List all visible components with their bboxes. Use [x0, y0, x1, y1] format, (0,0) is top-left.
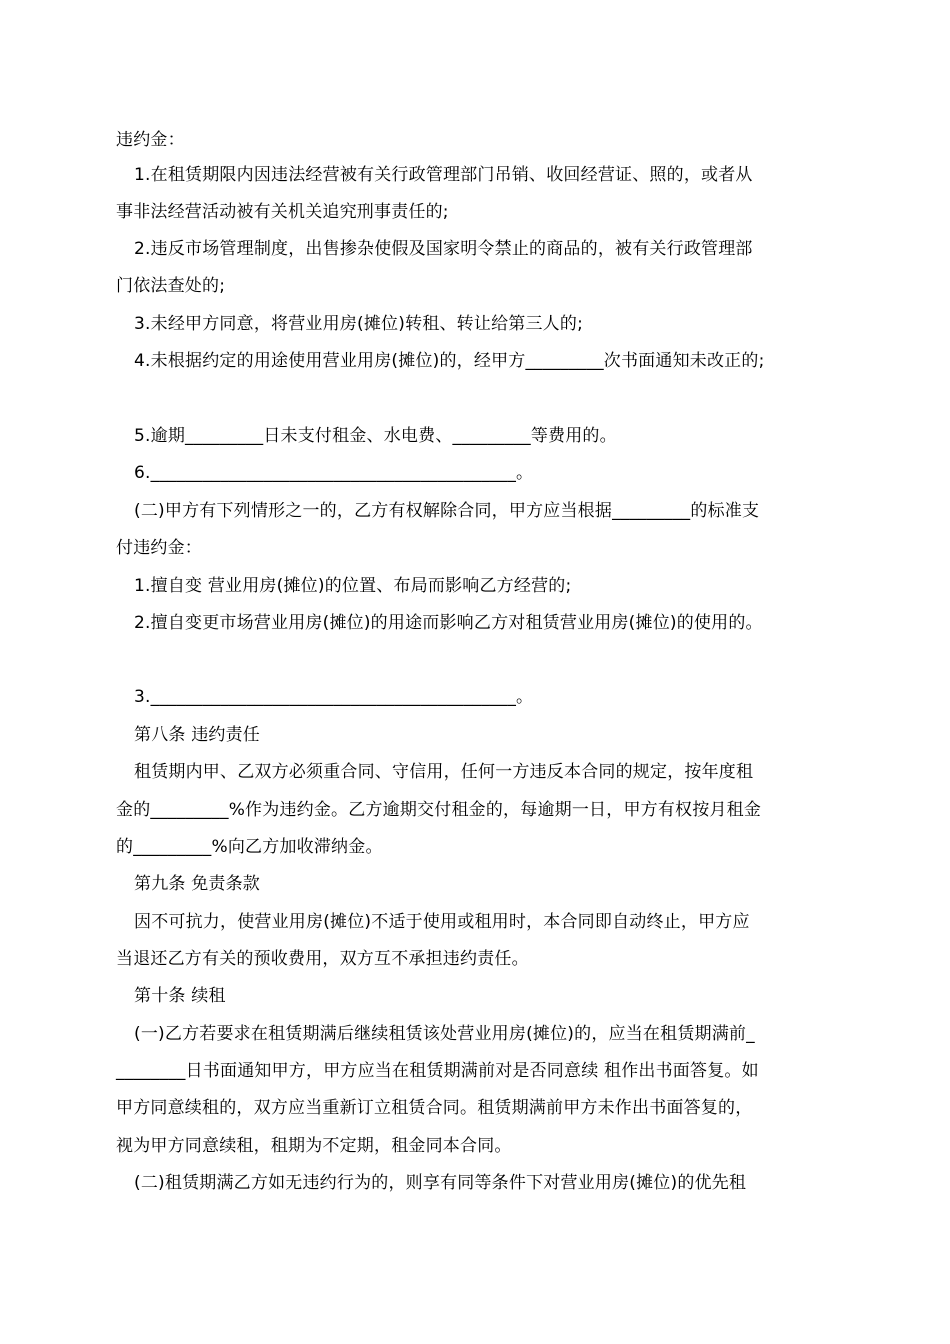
- text-line: 违约金：: [116, 130, 185, 150]
- text-line: 3.__________________________________________。: [134, 687, 534, 707]
- text-line: 1.擅自变 营业用房(摊位)的位置、布局而影响乙方经营的;: [134, 576, 572, 596]
- text-line: 视为甲方同意续租，租期为不定期，租金同本合同。: [116, 1136, 512, 1156]
- section-heading: 第九条 免责条款: [134, 874, 261, 894]
- text-line: 1.在租赁期限内因违法经营被有关行政管理部门吊销、收回经营证、照的，或者从: [134, 165, 753, 185]
- text-line: (二)甲方有下列情形之一的，乙方有权解除合同，甲方应当根据_________的标准支: [134, 501, 760, 521]
- text-line: 4.未根据约定的用途使用营业用房(摊位)的，经甲方_________次书面通知未改正的;: [134, 351, 765, 371]
- text-line: 付违约金：: [116, 538, 202, 558]
- text-line: ________日书面通知甲方，甲方应当在租赁期满前对是否同意续 租作出书面答复。如: [116, 1061, 759, 1081]
- text-line: 甲方同意续租的，双方应当重新订立租赁合同。租赁期满前甲方未作出书面答复的，: [116, 1098, 753, 1118]
- text-line: 当退还乙方有关的预收费用，双方互不承担违约责任。: [116, 949, 529, 969]
- text-line: 金的_________%作为违约金。乙方逾期交付租金的，每逾期一日，甲方有权按月租金: [116, 800, 762, 820]
- text-line: (一)乙方若要求在租赁期满后继续租赁该处营业用房(摊位)的，应当在租赁期满前_: [134, 1024, 755, 1044]
- text-line: 因不可抗力，使营业用房(摊位)不适于使用或租用时，本合同即自动终止，甲方应: [134, 912, 750, 932]
- text-line: 5.逾期_________日未支付租金、水电费、_________等费用的。: [134, 426, 617, 446]
- text-line: 2.擅自变更市场营业用房(摊位)的用途而影响乙方对租赁营业用房(摊位)的使用的。: [134, 613, 763, 633]
- text-line: 2.违反市场管理制度，出售掺杂使假及国家明令禁止的商品的，被有关行政管理部: [134, 239, 753, 259]
- text-line: 6.__________________________________________。: [134, 463, 534, 483]
- text-line: 门依法查处的;: [116, 276, 226, 296]
- text-line: 的_________%向乙方加收滞纳金。: [116, 837, 383, 857]
- text-line: (二)租赁期满乙方如无违约行为的，则享有同等条件下对营业用房(摊位)的优先租: [134, 1173, 747, 1193]
- text-line: 租赁期内甲、乙双方必须重合同、守信用，任何一方违反本合同的规定，按年度租: [134, 762, 754, 782]
- text-line: 3.未经甲方同意，将营业用房(摊位)转租、转让给第三人的;: [134, 314, 584, 334]
- section-heading: 第八条 违约责任: [134, 725, 261, 745]
- text-line: 事非法经营活动被有关机关追究刑事责任的;: [116, 202, 449, 222]
- section-heading: 第十条 续租: [134, 986, 226, 1006]
